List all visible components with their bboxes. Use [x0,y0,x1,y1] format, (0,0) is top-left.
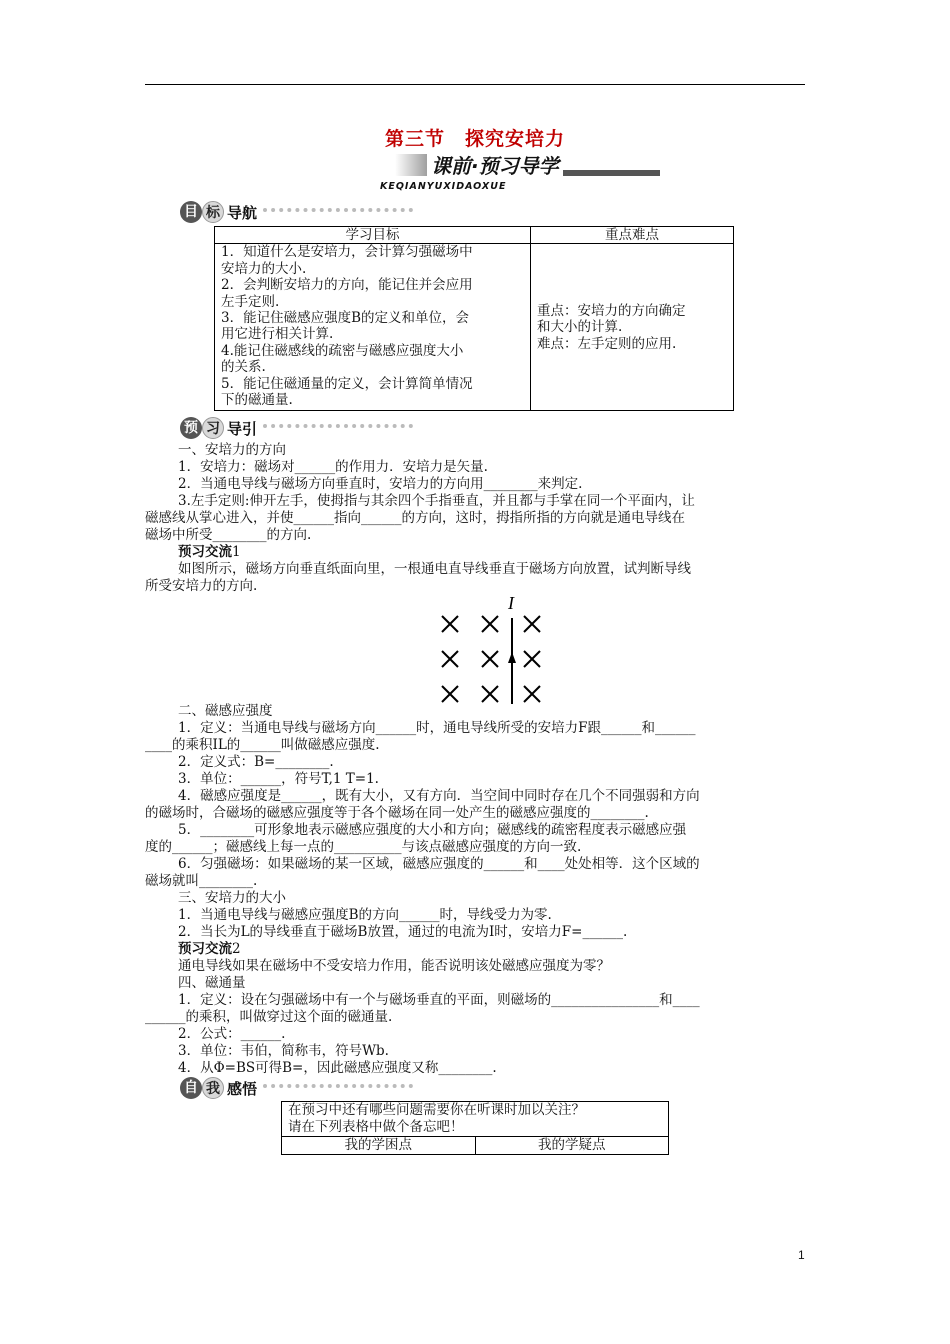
heading-line: 三、安培力的大小 [178,890,286,906]
goal-line: 的关系. [221,359,266,376]
badge-char: 标 [202,201,224,223]
text-line: 1．当通电导线与磁感应强度B的方向______时，导线受力为零. [178,907,552,923]
text-line: 磁场中所受________的方向. [145,527,312,543]
text-line: 6．匀强磁场：如果磁场的某一区域，磁感应强度的______和____处处相等．这个区域的 [178,856,700,872]
memo-prompt-line: 在预习中还有哪些问题需要你在听课时加以关注？ [288,1102,585,1118]
exchange-number: 1 [232,544,241,560]
text-line: 度的______；磁感线上每一点的__________与该点磁感应强度的方向一致. [145,839,582,855]
text-line: 3．单位：韦伯，简称韦，符号Wb. [178,1043,389,1059]
text-line: 如图所示，磁场方向垂直纸面向里，一根通电直导线垂直于磁场方向放置，试判断导线 [178,561,691,577]
top-rule [145,84,805,85]
text-line: ______的乘积，叫做穿过这个面的磁通量. [145,1009,393,1025]
text-line: 2．当通电导线与磁场方向垂直时，安培力的方向用________来判定. [178,476,583,492]
field-cross [442,651,458,667]
field-cross [524,686,540,702]
goal-line: 3．能记住磁感应强度B的定义和单位，会 [221,310,470,327]
goals-table [214,226,734,411]
text-line: 的磁场时，合磁场的磁感应强度等于各个磁场在同一处产生的磁感应强度的________. [145,805,649,821]
current-label: I [508,593,514,613]
memo-prompt [282,1102,669,1137]
heading-line: 一、安培力的方向 [178,442,286,458]
goals-header: 学习目标 [215,227,531,244]
page-number: 1 [798,1248,805,1262]
field-cross [442,686,458,702]
badge-char: 目 [180,201,202,223]
section-title: 感悟 [227,1079,258,1098]
text-line: 4．从Φ=BS可得B=，因此磁感应强度又称________. [178,1060,497,1076]
text-line: 1．定义：当通电导线与磁场方向______时，通电导线所受的安培力F跟______和______ [178,720,696,736]
section-title: 导航 [227,203,258,222]
memo-table [281,1101,669,1155]
field-cross [524,651,540,667]
text-line: 所受安培力的方向. [145,578,258,594]
dotted-divider [263,208,413,216]
text-line: 3.左手定则:伸开左手，使拇指与其余四个手指垂直，并且都与手掌在同一个平面内，让 [178,493,695,509]
dotted-divider [263,424,413,432]
goal-line: 5．能记住磁通量的定义，会计算简单情况 [221,375,473,392]
point-line: 和大小的计算. [537,319,623,336]
point-line: 重点：安培力的方向确定 [537,302,686,319]
goals-cell [215,244,531,411]
badge-char: 预 [180,417,202,439]
text-line: 2．定义式：B=________. [178,754,334,770]
section-banner [395,154,660,178]
field-cross [482,686,498,702]
goal-line: 下的磁通量. [221,392,293,409]
badge-char: 习 [202,417,224,439]
exchange-label-text: 预习交流 [178,941,232,957]
goal-line: 左手定则. [221,293,280,310]
banner-title: 课前·预习导学 [427,150,563,179]
section-heading-goals [180,200,413,224]
memo-column-questions: 我的学疑点 [475,1137,669,1155]
field-cross [442,616,458,632]
exchange-label [178,544,241,561]
field-cross [482,651,498,667]
field-crosses [442,616,540,702]
exchange-label [178,941,241,958]
magnetic-field-figure [430,592,550,708]
field-cross [524,616,540,632]
points-cell [531,244,734,411]
section-title: 导引 [227,419,258,438]
banner-pinyin: KEQIANYUXIDAOXUE [380,181,507,192]
point-line: 难点：左手定则的应用. [537,335,677,352]
points-header: 重点难点 [531,227,734,244]
goal-line: 4.能记住磁感线的疏密与磁感应强度大小 [221,342,464,359]
text-line: 1．安培力：磁场对______的作用力．安培力是矢量. [178,459,488,475]
text-line: 2．当长为L的导线垂直于磁场B放置，通过的电流为I时，安培力F=______. [178,924,628,940]
text-line: 5．________可形象地表示磁感应强度的大小和方向；磁感线的疏密程度表示磁感应强 [178,822,687,838]
goal-line: 用它进行相关计算. [221,326,334,343]
goal-line: 安培力的大小. [221,260,307,277]
text-line: 3．单位：______，符号T,1 T=1. [178,771,379,787]
field-cross [482,616,498,632]
text-line: 4．磁感应强度是______，既有大小，又有方向．当空间中同时存在几个不同强弱和方向 [178,788,700,804]
exchange-number: 2 [232,941,241,957]
badge-char: 我 [202,1077,224,1099]
page-title: 第三节 探究安培力 [384,128,565,150]
text-line: 通电导线如果在磁场中不受安培力作用，能否说明该处磁感应强度为零？ [178,958,610,974]
current-arrow [508,652,516,663]
text-line: ____的乘积IL的______叫做磁感应强度. [145,737,380,753]
heading-line: 四、磁通量 [178,975,246,991]
exchange-label-text: 预习交流 [178,544,232,560]
memo-column-difficulties: 我的学困点 [282,1137,476,1155]
section-heading-preview [180,416,413,440]
text-line: 2．公式：______. [178,1026,286,1042]
dotted-divider [263,1084,413,1092]
section-heading-reflection [180,1076,413,1100]
text-line: 磁感线从掌心进入，并使______指向______的方向，这时，拇指所指的方向就是通电导线在 [145,510,685,526]
badge-char: 自 [180,1077,202,1099]
heading-line: 二、磁感应强度 [178,703,273,719]
memo-prompt-line: 请在下列表格中做个备忘吧！ [288,1119,464,1135]
goal-line: 1．知道什么是安培力，会计算匀强磁场中 [221,244,473,261]
text-line: 磁场就叫________. [145,873,258,889]
text-line: 1．定义：设在匀强磁场中有一个与磁场垂直的平面，则磁场的________________和____ [178,992,700,1008]
goal-line: 2．会判断安培力的方向，能记住并会应用 [221,277,473,294]
